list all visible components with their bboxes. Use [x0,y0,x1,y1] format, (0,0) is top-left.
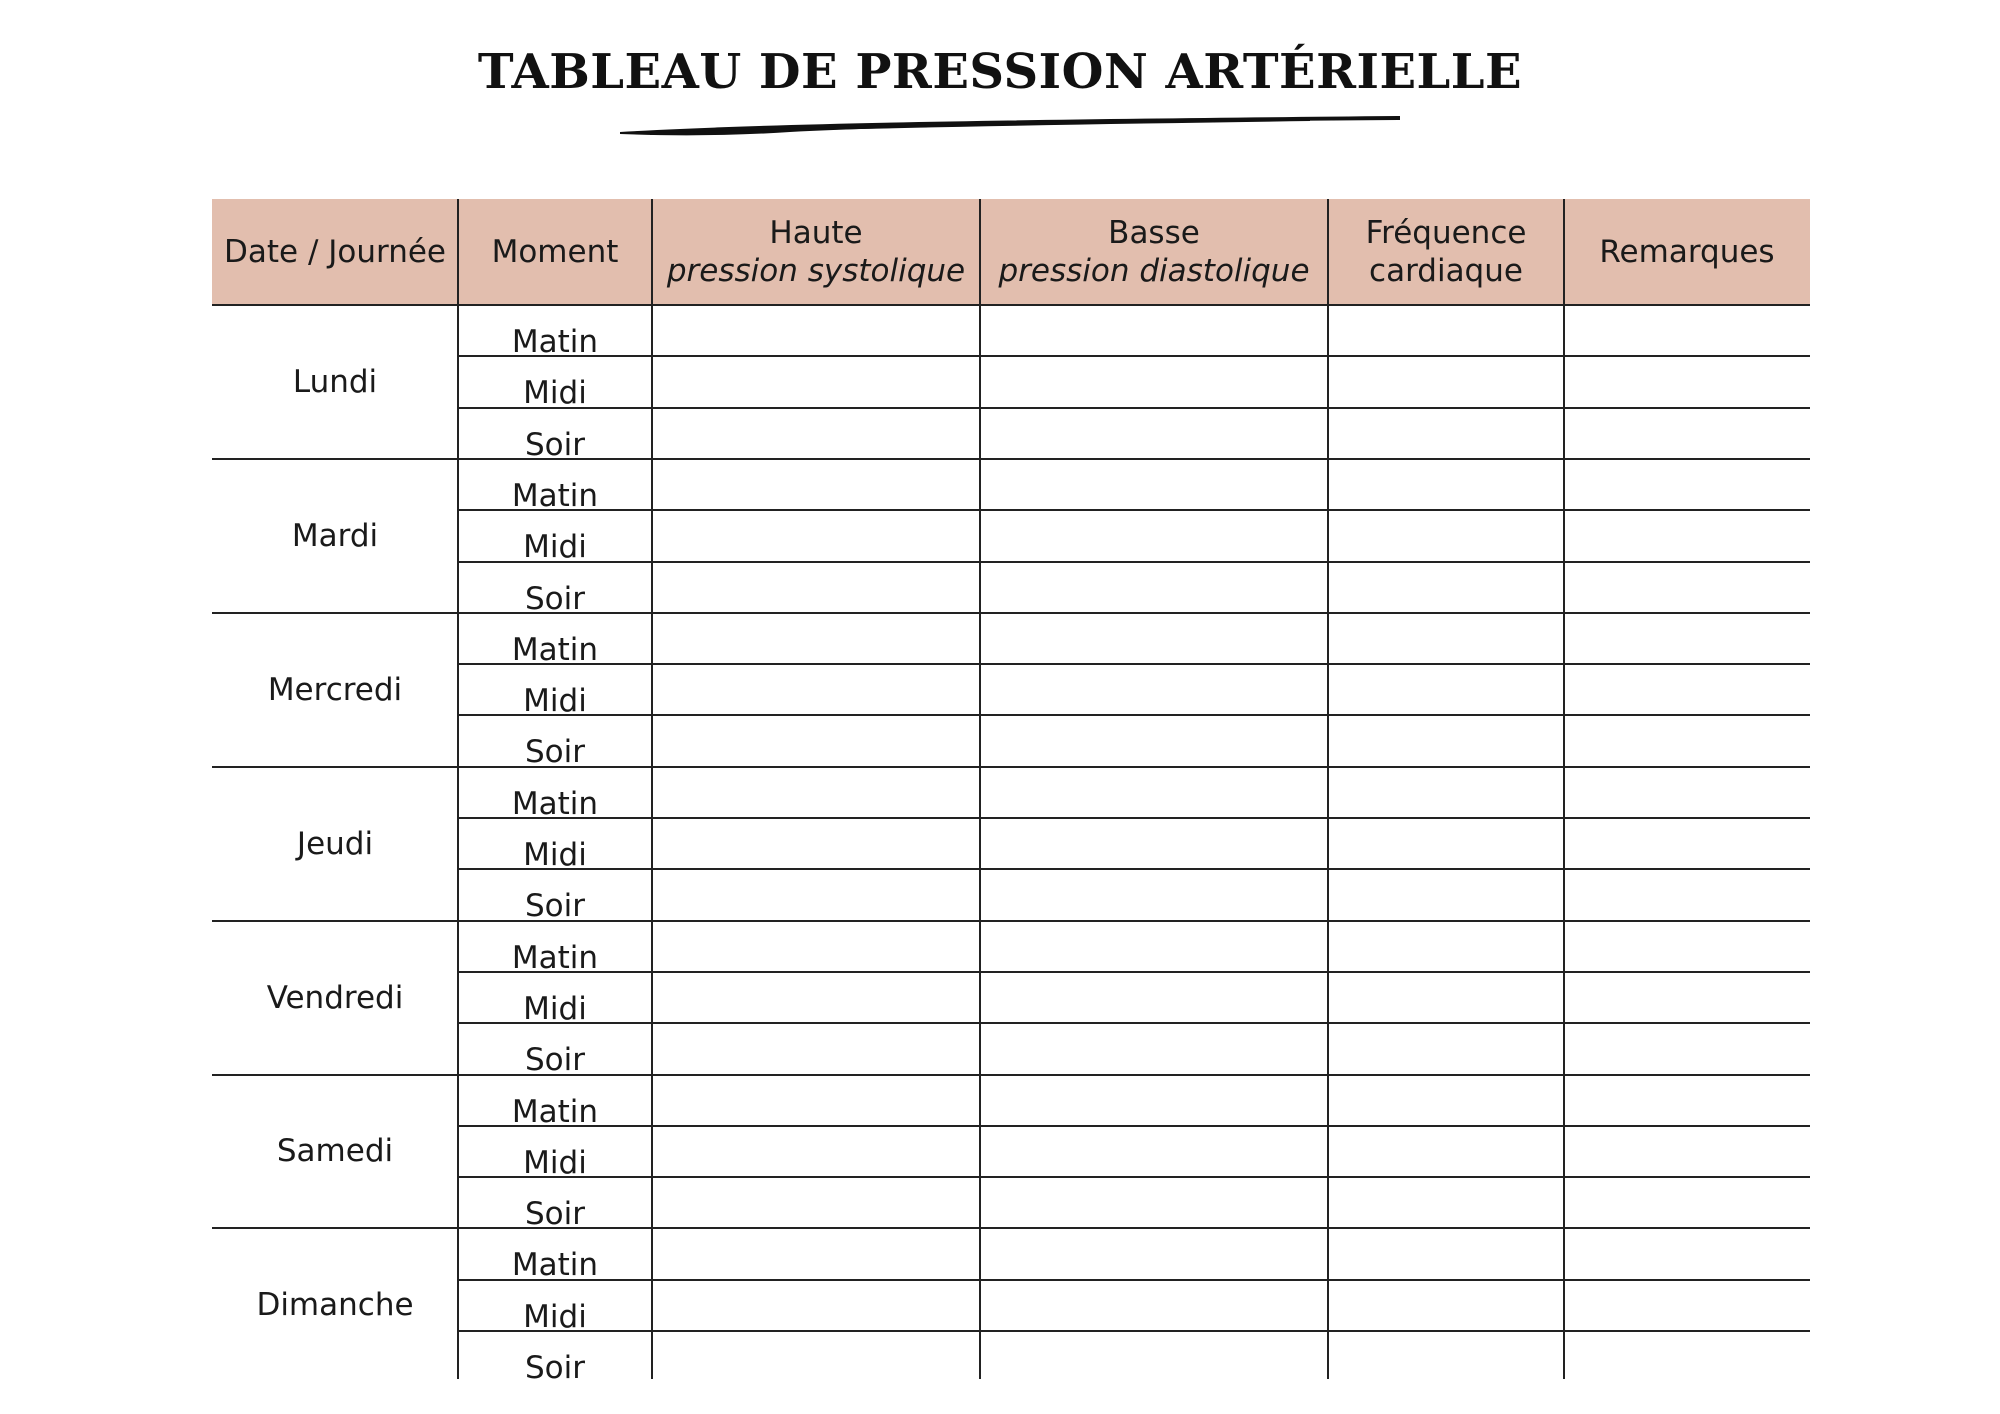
header-basse: Basse pression diastolique [998,215,1310,289]
column-divider [1563,199,1565,1379]
moment-label: Soir [524,580,585,617]
row-line [458,407,1810,409]
moment-label: Soir [524,426,585,463]
moment-label: Soir [524,1196,585,1233]
row-line [458,1330,1810,1332]
moment-label: Soir [524,888,585,925]
moment-label: Midi [523,529,587,566]
moment-label: Midi [523,990,587,1027]
header-remarques: Remarques [1599,234,1775,270]
page-title: TABLEAU DE PRESSION ARTÉRIELLE [477,44,1523,100]
moment-label: Midi [523,1298,587,1335]
row-line [458,817,1810,819]
header-moment: Moment [491,234,619,270]
blood-pressure-table [212,199,1810,1386]
row-line [458,663,1810,665]
moment-label: Matin [511,1093,599,1130]
row-line [458,561,1810,563]
moment-label: Midi [523,837,587,873]
moment-label: Matin [511,939,599,976]
moment-label: Midi [523,683,587,720]
header-frequence: Fréquence cardiaque [1365,215,1527,289]
moment-label: Matin [511,324,599,360]
day-label: Samedi [276,1133,394,1170]
moment-label: Soir [524,1042,585,1079]
moment-label: Midi [523,375,587,412]
moment-label: Midi [523,1144,587,1181]
row-line [458,1022,1810,1024]
row-line [458,1176,1810,1178]
moment-label: Matin [511,785,599,822]
row-line [458,1125,1810,1127]
column-divider [1327,199,1329,1379]
day-label: Vendredi [266,979,404,1016]
moment-label: Soir [524,1350,585,1386]
moment-label: Matin [511,477,599,514]
row-line [458,714,1810,716]
day-label: Lundi [292,363,378,400]
moment-label: Matin [511,1247,599,1284]
row-line [458,509,1810,511]
row-line [458,355,1810,357]
header-date: Date / Journée [224,234,446,270]
day-label: Mercredi [267,671,403,708]
header-haute: Haute pression systolique [666,215,966,289]
row-line [458,1279,1810,1281]
moment-label: Soir [524,734,585,771]
day-label: Dimanche [256,1287,414,1324]
row-line [458,971,1810,973]
day-label: Jeudi [296,825,374,862]
moment-label: Matin [511,631,599,668]
day-label: Mardi [291,517,379,554]
row-line [458,868,1810,870]
brush-underline [610,112,1410,142]
column-divider [979,199,981,1379]
